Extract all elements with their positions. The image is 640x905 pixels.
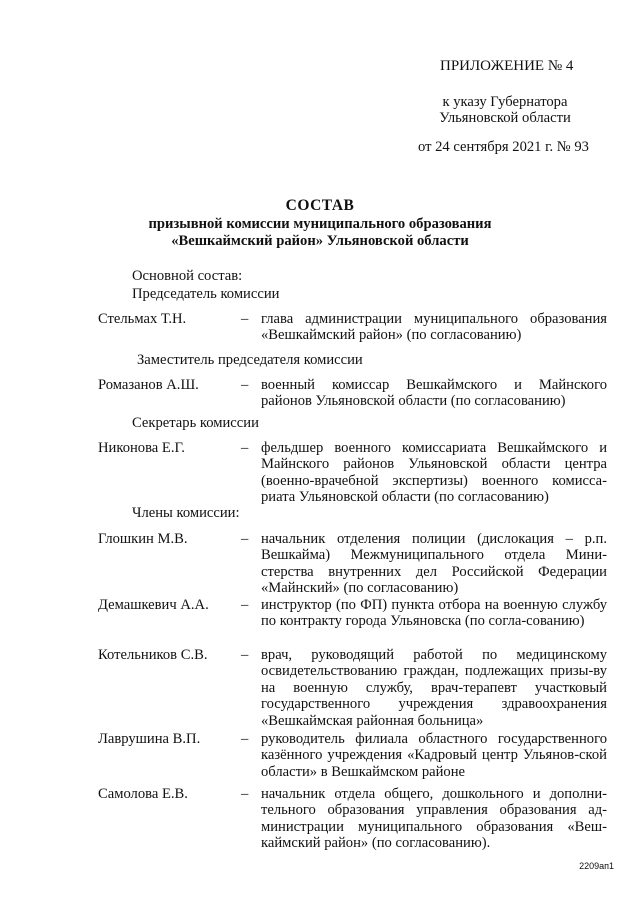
dash: – (241, 377, 249, 393)
document-title (0, 198, 640, 249)
dash: – (241, 731, 249, 747)
section-deputy: Заместитель председателя комиссии (137, 352, 363, 368)
member-role: начальник отдела общего, дошкольного и дополни-тельного образования управления образования ад-министрации муниципального образования «Веш-каймский район» (по согласованию). (261, 786, 607, 852)
dash: – (241, 597, 249, 613)
member-role: руководитель филиала областного государственного казённого учреждения «Кадровый центр Ульянов-ской области» в Вешкаймском районе (261, 731, 607, 780)
member-role: начальник отделения полиции (дислокация – р.п. Вешкайма) Межмуниципального отдела Мини-стерства внутренних дел Российской Федерации «Майнский» (по согласованию) (261, 531, 607, 597)
section-main-composition: Основной состав: (132, 268, 243, 284)
member-name: Стельмах Т.Н. (98, 311, 187, 327)
member-role: глава администрации муниципального образования «Вешкаймский район» (по согласованию) (261, 311, 607, 344)
member-name: Глошкин М.В. (98, 531, 188, 547)
member-role: фельдшер военного комиссариата Вешкаймского и Майнского районов Ульяновской области центра (военно-врачебной экспертизы) военного комисса-риата Ульяновской области (по согласованию) (261, 440, 607, 506)
member-role: инструктор (по ФП) пункта отбора на военную службу по контракту города Ульяновска (по согла-сованию) (261, 597, 607, 630)
decree-reference-line1: к указу Губернатора (442, 94, 568, 110)
member-role: врач, руководящий работой по медицинскому освидетельствованию граждан, подлежащих призы-ву на военную службу, врач-терапевт участковый государственного учреждения здравоохранения «Вешкаймская районная больница» (261, 647, 607, 729)
member-name: Ромазанов А.Ш. (98, 377, 199, 393)
dash: – (241, 531, 249, 547)
member-name: Демашкевич А.А. (98, 597, 209, 613)
decree-date: от 24 сентября 2021 г. № 93 (418, 139, 589, 155)
title-line3: «Вешкаймский район» Ульяновской области (171, 232, 469, 249)
appendix-number: ПРИЛОЖЕНИЕ № 4 (440, 58, 574, 74)
section-chairman: Председатель комиссии (132, 286, 280, 302)
member-role: военный комиссар Вешкаймского и Майнского районов Ульяновской области (по согласованию) (261, 377, 607, 410)
title-main: СОСТАВ (285, 197, 355, 214)
document-code: 2209ап1 (579, 861, 614, 871)
section-members: Члены комиссии: (132, 505, 240, 521)
dash: – (241, 786, 249, 802)
title-line2: призывной комиссии муниципального образования (148, 216, 492, 233)
member-name: Лаврушина В.П. (98, 731, 201, 747)
section-secretary: Секретарь комиссии (132, 415, 259, 431)
member-name: Никонова Е.Г. (98, 440, 185, 456)
member-name: Самолова Е.В. (98, 786, 188, 802)
member-name: Котельников С.В. (98, 647, 208, 663)
dash: – (241, 311, 249, 327)
dash: – (241, 440, 249, 456)
decree-reference-line2: Ульяновской области (439, 110, 571, 127)
dash: – (241, 647, 249, 663)
decree-reference (430, 94, 580, 127)
